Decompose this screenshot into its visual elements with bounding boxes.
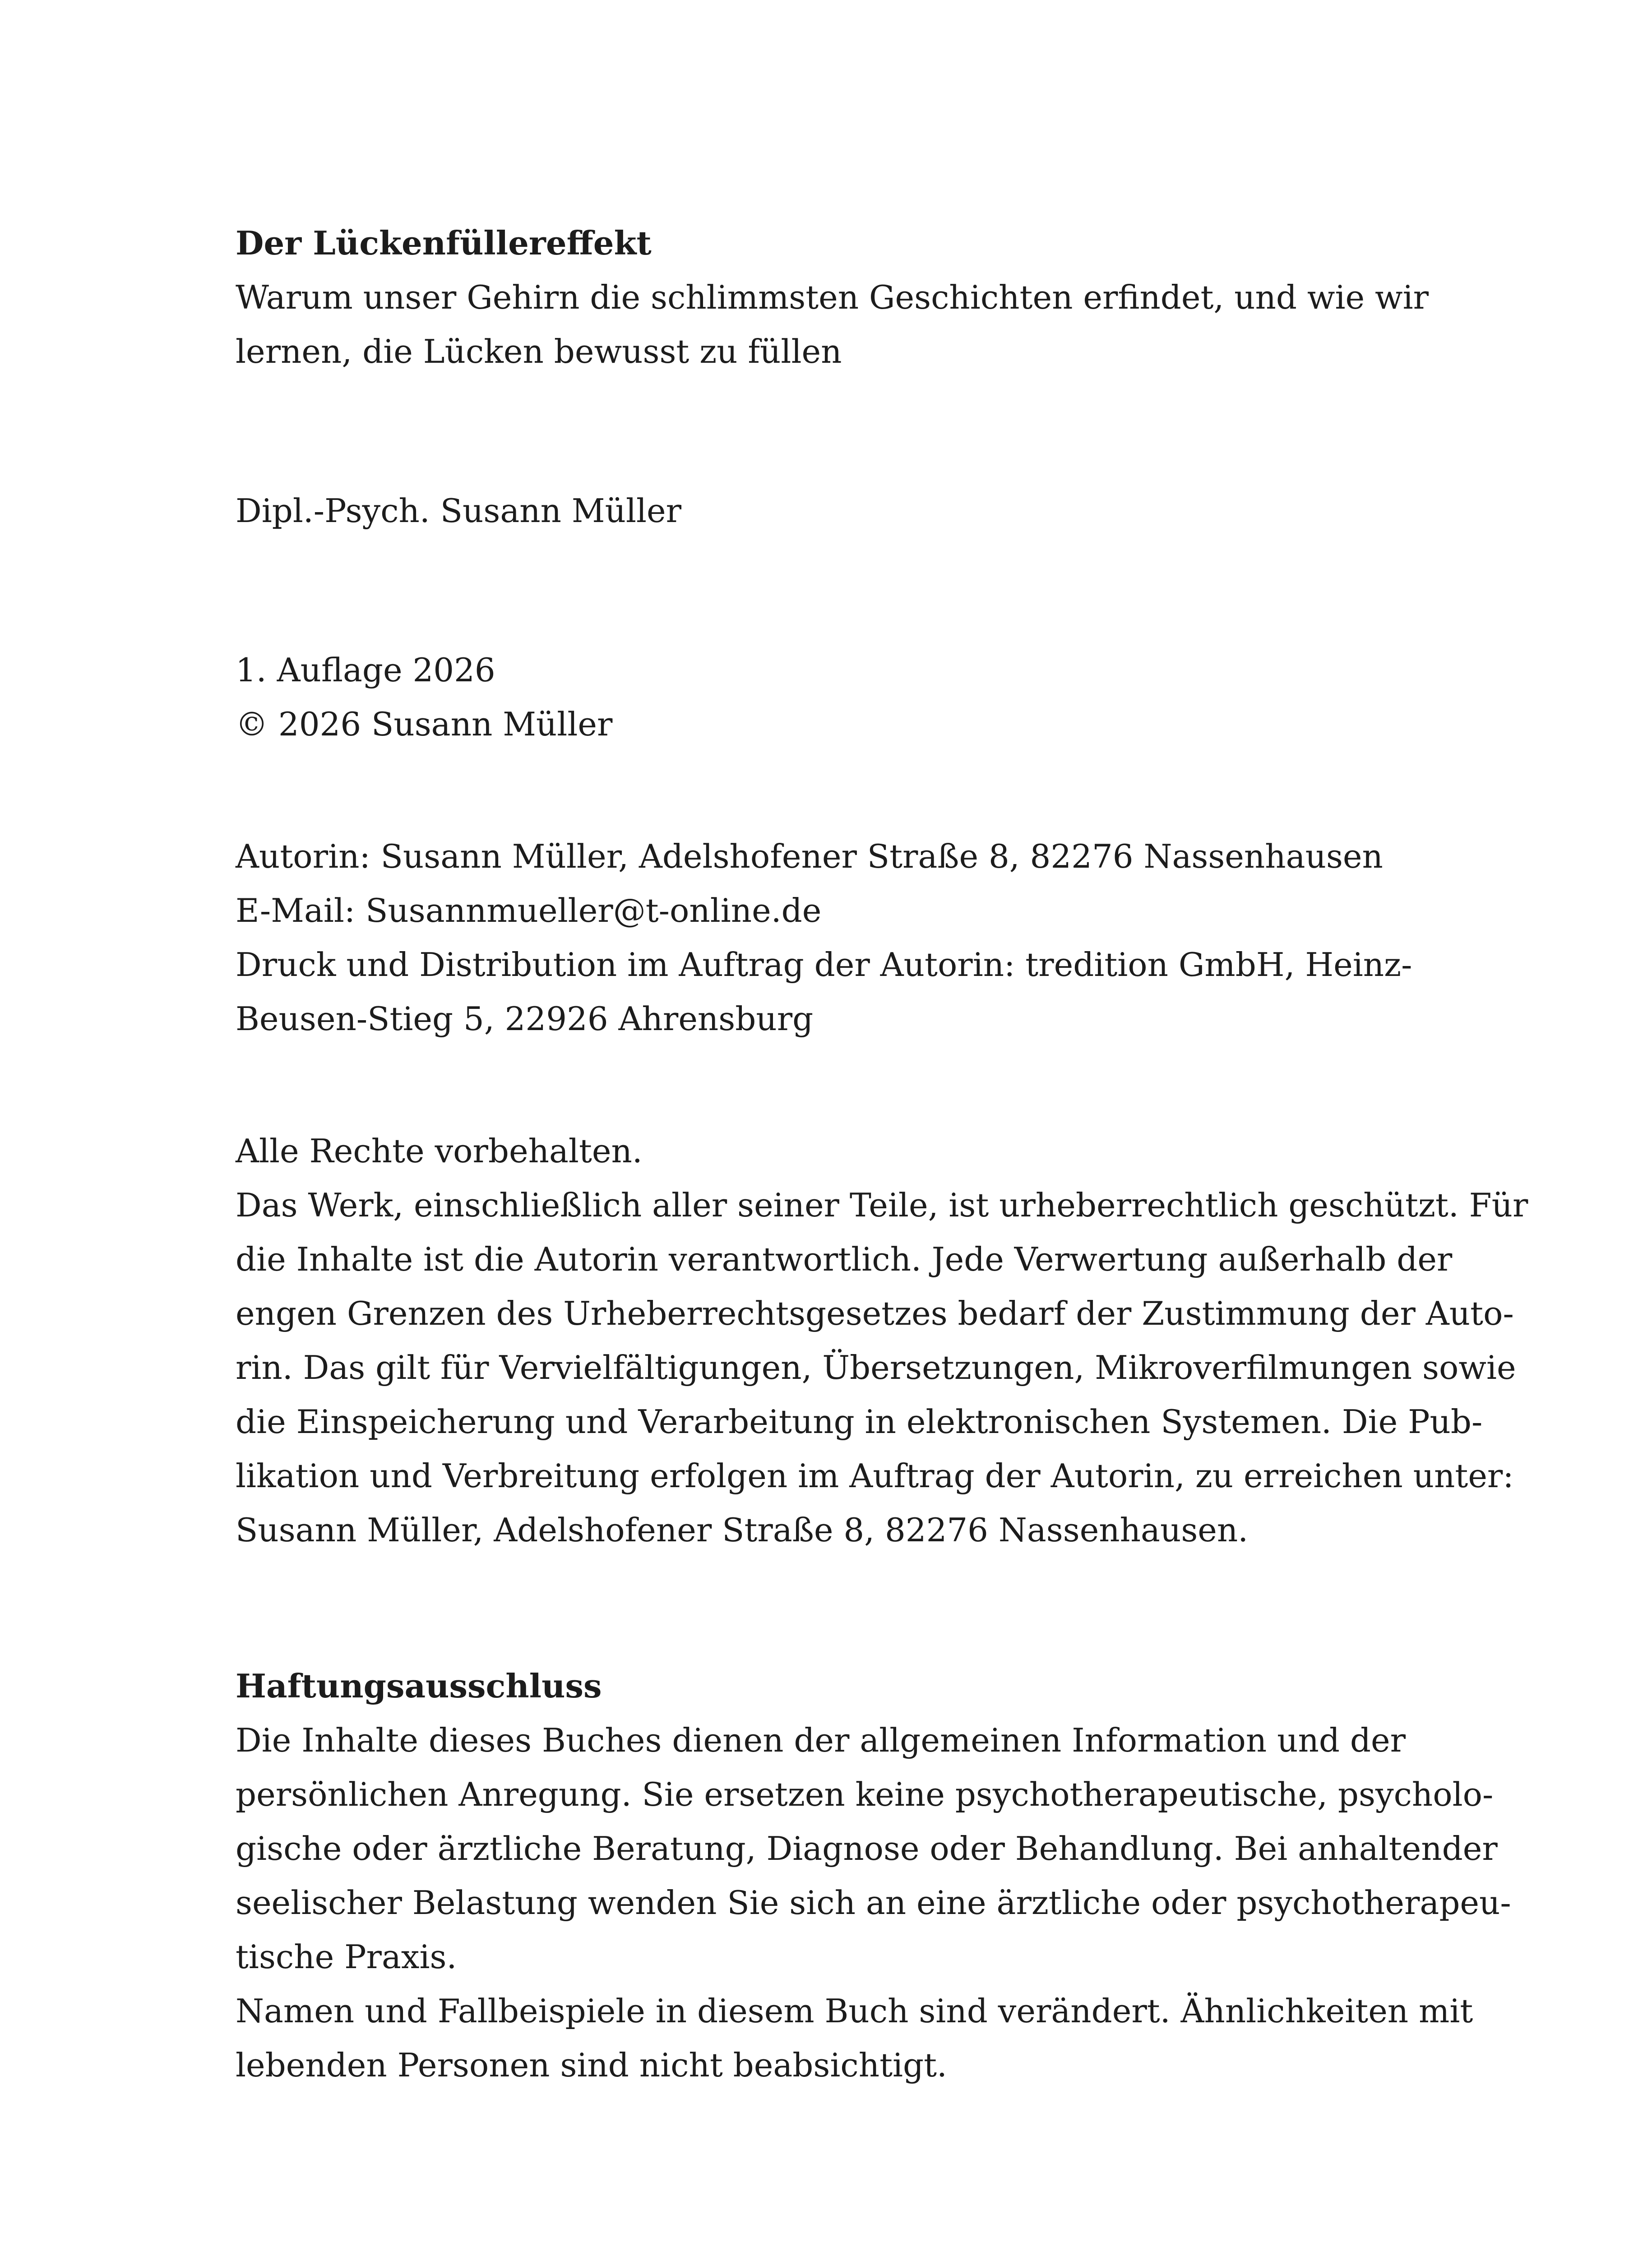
book-title: Der Lückenfüllereffekt xyxy=(236,224,652,262)
disclaimer-line: Die Inhalte dieses Buches dienen der allgemeinen Information und der xyxy=(236,1721,1406,1759)
rights-line: die Inhalte ist die Autorin verantwortlich. Jede Verwertung außerhalb der xyxy=(236,1240,1453,1278)
contact-line: Druck und Distribution im Auftrag der Autorin: tredition GmbH, Heinz- xyxy=(236,946,1412,984)
contact-line: Autorin: Susann Müller, Adelshofener Straße 8, 82276 Nassenhausen xyxy=(236,837,1383,875)
author-name: Dipl.-Psych. Susann Müller xyxy=(236,492,682,530)
contact-email: E-Mail: Susannmueller@t-online.de xyxy=(236,892,822,929)
disclaimer-line: persönlichen Anregung. Sie ersetzen keine psychotherapeutische, psycholo- xyxy=(236,1775,1494,1813)
rights-line: likation und Verbreitung erfolgen im Auftrag der Autorin, zu erreichen unter: xyxy=(236,1457,1514,1495)
subtitle-line: lernen, die Lücken bewusst zu füllen xyxy=(236,333,842,370)
rights-line: die Einspeicherung und Verarbeitung in elektronischen Systemen. Die Pub- xyxy=(236,1403,1483,1441)
disclaimer-line: gische oder ärztliche Beratung, Diagnose oder Behandlung. Bei anhaltender xyxy=(236,1830,1498,1868)
subtitle-line: Warum unser Gehirn die schlimmsten Geschichten erfindet, und wie wir xyxy=(236,278,1429,316)
rights-line: Susann Müller, Adelshofener Straße 8, 82276 Nassenhausen. xyxy=(236,1511,1249,1549)
copyright-line: © 2026 Susann Müller xyxy=(236,705,613,743)
disclaimer-heading: Haftungsausschluss xyxy=(236,1667,602,1705)
disclaimer-line: seelischer Belastung wenden Sie sich an eine ärztliche oder psychotherapeu- xyxy=(236,1884,1511,1922)
rights-line: Das Werk, einschließlich aller seiner Teile, ist urheberrechtlich geschützt. Für xyxy=(236,1186,1528,1224)
disclaimer-line: tische Praxis. xyxy=(236,1938,457,1976)
edition-line: 1. Auflage 2026 xyxy=(236,651,495,689)
rights-line: engen Grenzen des Urheberrechtsgesetzes bedarf der Zustimmung der Auto- xyxy=(236,1294,1514,1332)
rights-line: rin. Das gilt für Vervielfältigungen, Übersetzungen, Mikroverfilmungen sowie xyxy=(236,1349,1516,1387)
disclaimer-line: lebenden Personen sind nicht beabsichtigt. xyxy=(236,2046,947,2084)
contact-line: Beusen-Stieg 5, 22926 Ahrensburg xyxy=(236,1000,814,1038)
disclaimer-line: Namen und Fallbeispiele in diesem Buch sind verändert. Ähnlichkeiten mit xyxy=(236,1992,1473,2030)
rights-line: Alle Rechte vorbehalten. xyxy=(236,1132,643,1170)
